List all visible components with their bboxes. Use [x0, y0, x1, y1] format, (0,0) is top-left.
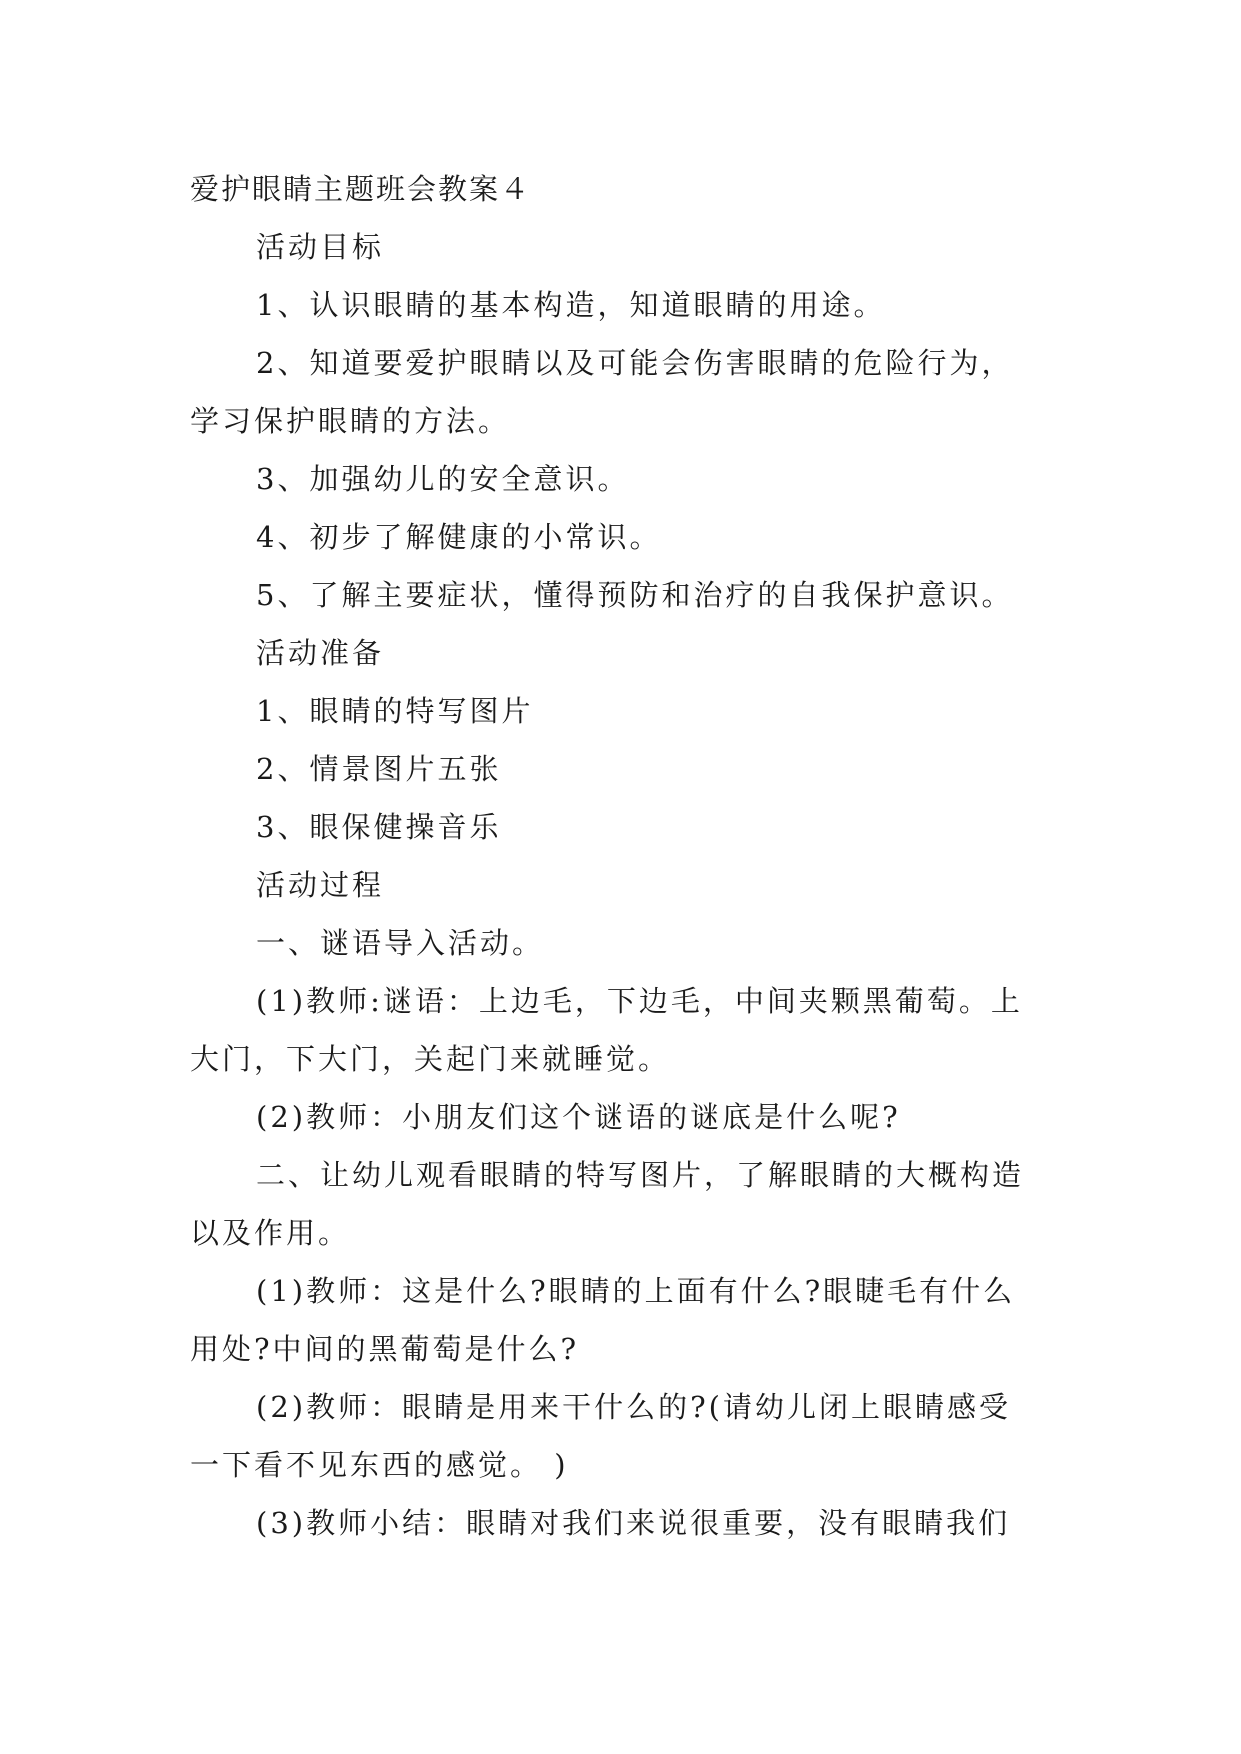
paragraph-line: 5、了解主要症状，懂得预防和治疗的自我保护意识。	[256, 578, 1014, 612]
paragraph-list	[190, 218, 1050, 1552]
paragraph-line: 活动准备	[256, 636, 385, 670]
document-title: 爱护眼睛主题班会教案４	[190, 172, 532, 206]
paragraph-line: 2、情景图片五张	[256, 752, 502, 786]
paragraph-line: 一下看不见东西的感觉。 )	[190, 1448, 569, 1482]
paragraph-line: (2)教师：小朋友们这个谜语的谜底是什么呢?	[256, 1100, 901, 1134]
paragraph-line: 1、眼睛的特写图片	[256, 694, 534, 728]
paragraph-line: (1)教师：这是什么?眼睛的上面有什么?眼睫毛有什么	[256, 1274, 1016, 1308]
paragraph-line: (3)教师小结：眼睛对我们来说很重要，没有眼睛我们	[256, 1506, 1011, 1540]
paragraph-line: 4、初步了解健康的小常识。	[256, 520, 662, 554]
paragraph-line: 活动目标	[256, 230, 385, 264]
paragraph-line: 3、加强幼儿的安全意识。	[256, 462, 630, 496]
paragraph-line: 活动过程	[256, 868, 385, 902]
paragraph-line: 大门，下大门，关起门来就睡觉。	[190, 1042, 671, 1076]
paragraph-line: 学习保护眼睛的方法。	[190, 404, 511, 438]
paragraph-line: 3、眼保健操音乐	[256, 810, 502, 844]
paragraph-line: 以及作用。	[190, 1216, 351, 1250]
paragraph-line: 用处?中间的黑葡萄是什么?	[190, 1332, 580, 1366]
paragraph-line: 一、谜语导入活动。	[256, 926, 545, 960]
paragraph-line: (2)教师：眼睛是用来干什么的?(请幼儿闭上眼睛感受	[256, 1390, 1011, 1424]
paragraph-line: (1)教师:谜语：上边毛，下边毛，中间夹颗黑葡萄。上	[256, 984, 1023, 1018]
paragraph-line: 2、知道要爱护眼睛以及可能会伤害眼睛的危险行为，	[256, 346, 1014, 380]
paragraph-line: 二、让幼儿观看眼睛的特写图片，了解眼睛的大概构造	[256, 1158, 1025, 1192]
paragraph-line: 1、认识眼睛的基本构造，知道眼睛的用途。	[256, 288, 886, 322]
document-body	[190, 160, 1050, 1552]
